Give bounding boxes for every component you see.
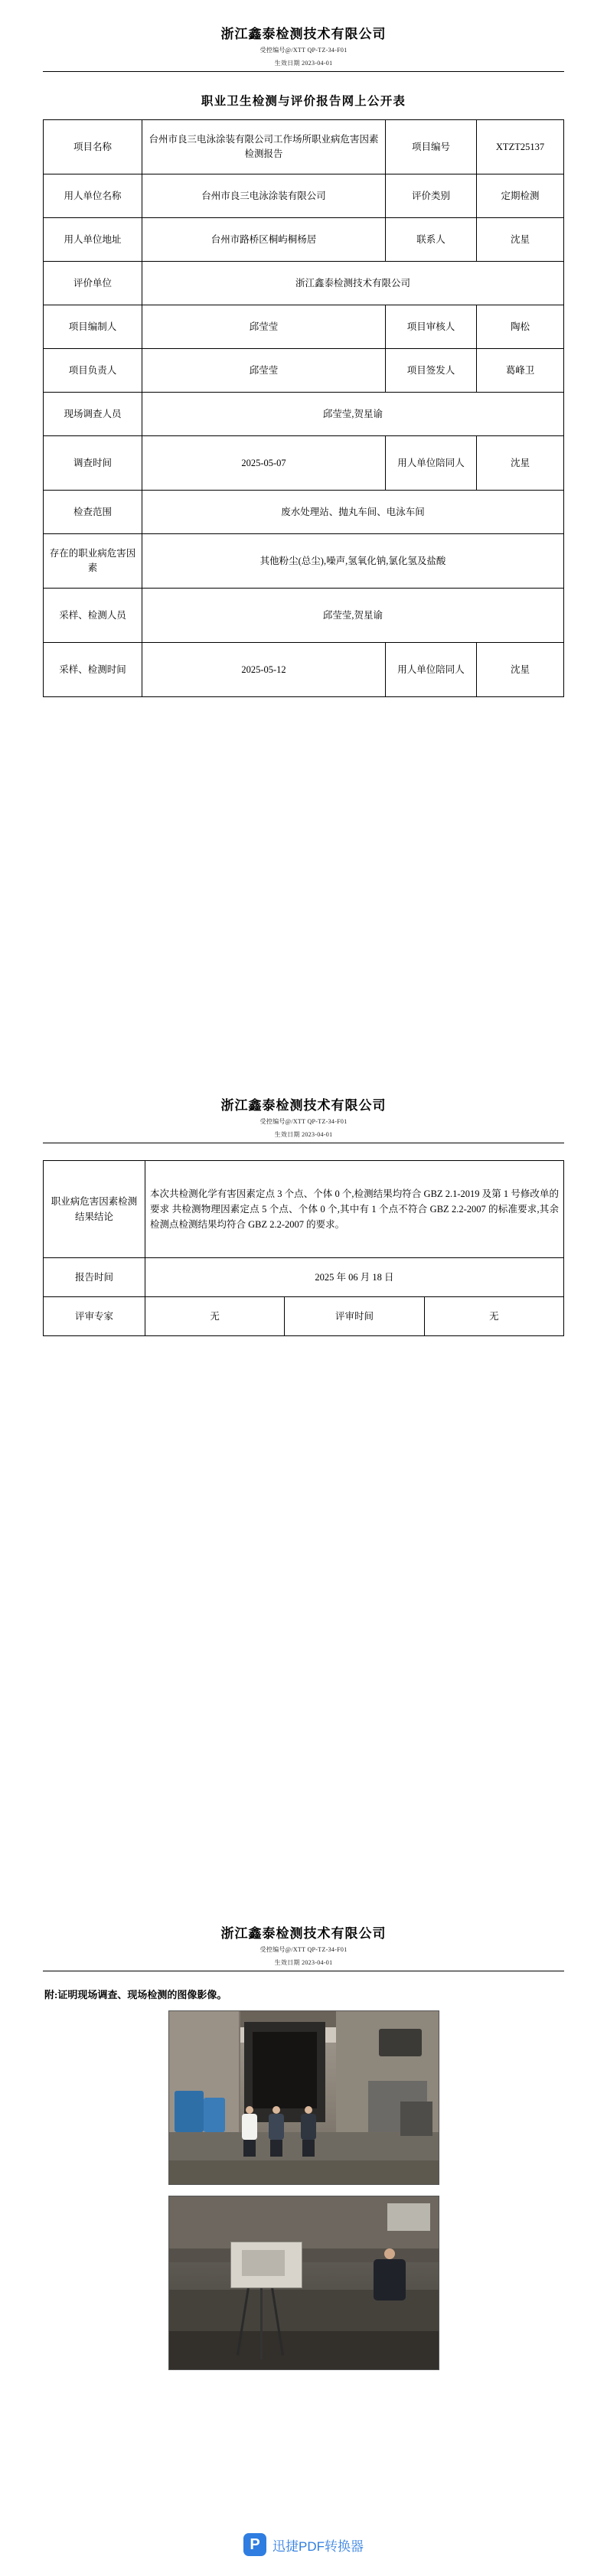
row-value-2: 沈星 (477, 436, 564, 491)
row-value: 台州市良三电泳涂装有限公司 (142, 174, 386, 218)
table-row (44, 436, 564, 491)
table-row (44, 305, 564, 349)
photo-tank-foreground (169, 2331, 439, 2369)
person-body (269, 2114, 284, 2140)
row-value-2: 沈星 (477, 218, 564, 262)
photo-person-3 (301, 2106, 316, 2157)
person-legs (302, 2140, 315, 2157)
photo-door-interior (253, 2032, 317, 2108)
row-label: 用人单位名称 (44, 174, 142, 218)
row-value: 台州市良三电泳涂装有限公司工作场所职业病危害因素检测报告 (142, 120, 386, 174)
company-title: 浙江鑫泰检测技术有限公司 (220, 1926, 387, 1941)
control-number: 受控编号@/XTT QP-TZ-34-F01 (259, 1118, 348, 1125)
conclusion-text: 本次共检测化学有害因素定点 3 个点、个体 0 个,检测结果均符合 GBZ 2.1-2019 及第 1 号修改单的要求 共检测物理因素定点 5 个点、个体 0 个,其中有 1 个点不符合 GBZ 2.2-2007 的标准要求,其余检测点检测结果均符合 GBZ 2.2-2007 的要求。 (145, 1161, 564, 1258)
row-label-2: 用人单位陪同人 (386, 643, 477, 697)
person-body (374, 2259, 406, 2300)
row-label-2: 联系人 (386, 218, 477, 262)
row-label-2: 项目签发人 (386, 349, 477, 393)
table-row (44, 174, 564, 218)
table-row (44, 1161, 564, 1258)
row-value-2: 葛峰卫 (477, 349, 564, 393)
table-row (44, 491, 564, 534)
conclusion-label: 职业病危害因素检测结果结论 (44, 1161, 145, 1258)
report-time-value: 2025 年 06 月 18 日 (145, 1258, 564, 1297)
row-label-2: 用人单位陪同人 (386, 436, 477, 491)
person-body (301, 2114, 316, 2140)
photo-window (387, 2203, 430, 2231)
row-value: 邱莹莹 (142, 305, 386, 349)
person-body (242, 2114, 257, 2140)
conclusion-table (43, 1160, 564, 1336)
row-value: 台州市路桥区桐屿桐杨居 (142, 218, 386, 262)
table-row (44, 218, 564, 262)
row-label: 项目负责人 (44, 349, 142, 393)
table-row (44, 1297, 564, 1336)
effective-date: 生效日期 2023-04-01 (274, 1958, 333, 1966)
report-time-label: 报告时间 (44, 1258, 145, 1297)
pdf-logo-icon: P (243, 2533, 266, 2556)
site-detection-photo (168, 2196, 439, 2370)
row-value: 2025-05-12 (142, 643, 386, 697)
row-label: 检查范围 (44, 491, 142, 534)
row-value-2: 沈星 (477, 643, 564, 697)
table-row (44, 643, 564, 697)
brand-name: 迅捷PDF转换器 (272, 2539, 364, 2554)
header-divider (43, 71, 564, 72)
table-row (44, 534, 564, 589)
row-label: 项目名称 (44, 120, 142, 174)
row-label-2: 项目编号 (386, 120, 477, 174)
control-number: 受控编号@/XTT QP-TZ-34-F01 (259, 47, 348, 54)
photo-person-1 (242, 2106, 257, 2157)
row-label: 评价单位 (44, 262, 142, 305)
table-row (44, 120, 564, 174)
row-label-2: 评价类别 (386, 174, 477, 218)
row-value-2: 定期检测 (477, 174, 564, 218)
person-head (384, 2248, 395, 2259)
row-value-2: 陶松 (477, 305, 564, 349)
photo-instrument-panel (242, 2250, 285, 2276)
effective-date: 生效日期 2023-04-01 (274, 59, 333, 67)
company-title: 浙江鑫泰检测技术有限公司 (220, 1098, 387, 1113)
site-survey-photo (168, 2010, 439, 2185)
photo-blue-barrel-2 (204, 2098, 225, 2132)
page-2 (0, 859, 607, 1717)
row-value: 其他粉尘(总尘),噪声,氢氧化钠,氯化氢及盐酸 (142, 534, 564, 589)
row-value: 邱莹莹,贺星谕 (142, 393, 564, 436)
attachment-note: 附:证明现场调查、现场检测的图像影像。 (44, 1989, 227, 2001)
row-value: 2025-05-07 (142, 436, 386, 491)
company-title: 浙江鑫泰检测技术有限公司 (220, 27, 387, 41)
row-label: 存在的职业病危害因素 (44, 534, 142, 589)
page-2-header-block (43, 880, 564, 1143)
expert-label: 评审专家 (44, 1297, 145, 1336)
photo-foreground (169, 2160, 439, 2185)
row-label: 现场调查人员 (44, 393, 142, 436)
review-time-label: 评审时间 (285, 1297, 424, 1336)
photo-tripod-leg-3 (260, 2287, 263, 2359)
effective-date: 生效日期 2023-04-01 (274, 1130, 333, 1138)
form-title: 职业卫生检测与评价报告网上公开表 (201, 95, 406, 109)
photo-worker (374, 2248, 406, 2300)
table-row (44, 589, 564, 643)
page-3 (0, 1717, 607, 2576)
row-label-2: 项目审核人 (386, 305, 477, 349)
row-label: 采样、检测时间 (44, 643, 142, 697)
control-number: 受控编号@/XTT QP-TZ-34-F01 (259, 1946, 348, 1953)
table-row (44, 393, 564, 436)
row-label: 采样、检测人员 (44, 589, 142, 643)
row-value: 浙江鑫泰检测技术有限公司 (142, 262, 564, 305)
row-value: 废水处理站、抛丸车间、电泳车间 (142, 491, 564, 534)
public-disclosure-table (43, 119, 564, 697)
photo-machine-2 (400, 2102, 432, 2136)
row-label: 调查时间 (44, 436, 142, 491)
photo-blue-barrel (175, 2091, 204, 2132)
page-3-header-block (43, 1739, 564, 1971)
row-value: 邱莹莹 (142, 349, 386, 393)
person-legs (243, 2140, 256, 2157)
doc-header (43, 21, 564, 72)
row-label: 项目编制人 (44, 305, 142, 349)
row-value: 邱莹莹,贺星谕 (142, 589, 564, 643)
row-label: 用人单位地址 (44, 218, 142, 262)
table-row (44, 262, 564, 305)
person-head (305, 2106, 312, 2114)
person-legs (270, 2140, 282, 2157)
review-time-value: 无 (424, 1297, 563, 1336)
photo-person-2 (269, 2106, 284, 2157)
photo-exhaust-hood (379, 2029, 422, 2056)
table-row (44, 1258, 564, 1297)
person-head (272, 2106, 280, 2114)
page-1 (0, 0, 607, 859)
expert-value: 无 (145, 1297, 285, 1336)
row-value-2: XTZT25137 (477, 120, 564, 174)
person-head (246, 2106, 253, 2114)
table-row (44, 349, 564, 393)
watermark-brand (0, 2533, 607, 2556)
